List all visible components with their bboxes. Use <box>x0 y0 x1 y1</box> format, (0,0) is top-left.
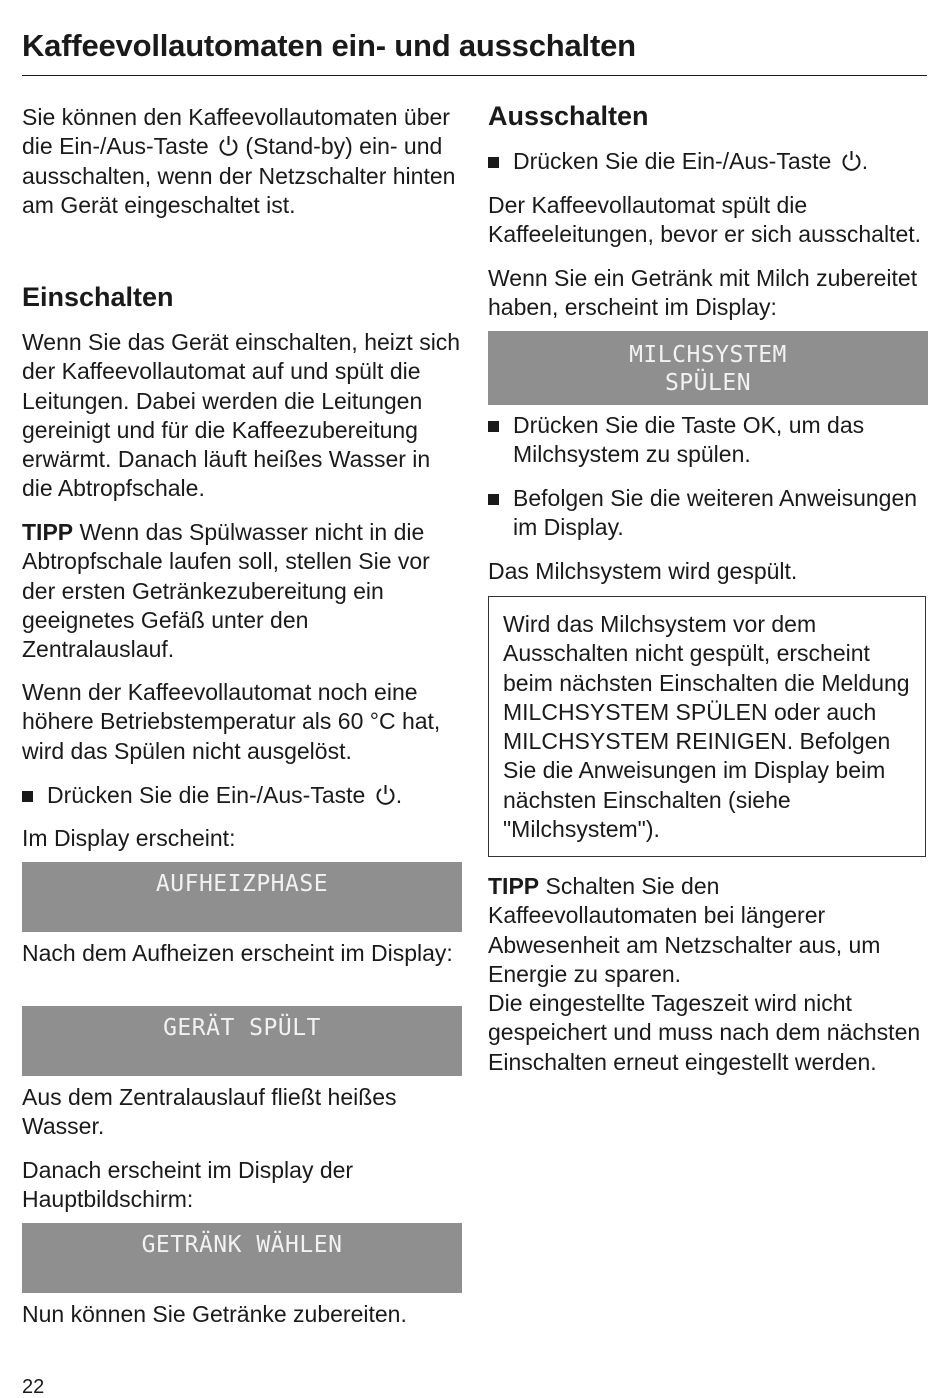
milk-text: Wenn Sie ein Getränk mit Milch zubereitet haben, erscheint im Display: <box>488 265 918 321</box>
rinsed-paragraph <box>488 557 928 586</box>
final-text: Nun können Sie Getränke zubereiten. <box>22 1301 407 1327</box>
temperature-text: Wenn der Kaffeevollautomat noch eine höhere Betriebstemperatur als 60 °C hat, wird das Spülen nicht ausgelöst. <box>22 679 441 764</box>
tipp-paragraph-right <box>488 872 928 1077</box>
display-geraet-spuelt <box>22 1006 462 1076</box>
bullet-press-text: Drücken Sie die Ein-/Aus-Taste <box>513 148 832 174</box>
power-icon <box>841 150 862 172</box>
tipp-text: Schalten Sie den Kaffeevollautomaten bei längerer Abwesenheit am Netzschalter aus, um Energie zu sparen. <box>488 873 881 987</box>
final-paragraph <box>22 1300 462 1329</box>
temperature-paragraph <box>22 678 462 766</box>
bullet-square-icon <box>488 157 499 168</box>
note-text: Wird das Milchsystem vor dem Ausschalten nicht gespült, erscheint beim nächsten Einschalten die Meldung MILCHSYSTEM SPÜLEN oder auch MILCHSYSTEM REINIGEN. Befolgen Sie die Anweisungen im Display beim nächsten Einschalten (siehe "Milchsystem"). <box>503 611 910 843</box>
einschalten-paragraph <box>22 328 462 504</box>
main-screen-text: Danach erscheint im Display der Hauptbildschirm: <box>22 1157 354 1213</box>
intro-paragraph <box>22 103 462 220</box>
display-getraenk-waehlen <box>22 1223 462 1293</box>
rinsed-text: Das Milchsystem wird gespült. <box>488 558 798 584</box>
page-title: Kaffeevollautomaten ein- und ausschalten <box>22 28 636 63</box>
title-divider <box>22 75 927 76</box>
note-box <box>488 596 926 857</box>
bullet-press-power-off <box>488 147 928 176</box>
power-icon <box>218 135 239 157</box>
tipp-label: TIPP <box>22 519 74 545</box>
bullet-press-end: . <box>395 782 403 808</box>
main-screen-paragraph <box>22 1156 462 1215</box>
bullet-square-icon <box>22 791 33 802</box>
display-appears-paragraph <box>22 824 462 853</box>
rinse-paragraph <box>488 191 928 250</box>
rinse-text: Der Kaffeevollautomat spült die Kaffeeleitungen, bevor er sich ausschaltet. <box>488 192 922 248</box>
tipp-text: Wenn das Spülwasser nicht in die Abtropfschale laufen soll, stellen Sie vor der ersten Getränkezubereitung ein geeignetes Gefäß unter den Zentralauslauf. <box>22 519 430 663</box>
power-icon <box>375 784 396 806</box>
tipp-label: TIPP <box>488 873 540 899</box>
ausschalten-heading: Ausschalten <box>488 101 649 131</box>
display-line-2: SPÜLEN <box>664 370 752 396</box>
tipp-paragraph <box>22 518 462 664</box>
display-text: GETRÄNK WÄHLEN <box>141 1232 343 1258</box>
bullet-press-power <box>22 781 462 810</box>
einschalten-heading: Einschalten <box>22 282 174 312</box>
after-heating-paragraph <box>22 939 462 968</box>
display-text: GERÄT SPÜLT <box>163 1015 321 1041</box>
bullet-follow <box>488 484 928 543</box>
bullet-press-text: Drücken Sie die Ein-/Aus-Taste <box>47 782 366 808</box>
einschalten-text: Wenn Sie das Gerät einschalten, heizt sich der Kaffeevollautomat auf und spült die Leitungen. Dabei werden die Leitungen gereinigt und für die Kaffeezubereitung erwärmt. Danach läuft heißes Wasser in die Abtropfschale. <box>22 329 461 502</box>
display-appears-text: Im Display erscheint: <box>22 825 236 851</box>
bullet-ok <box>488 411 928 470</box>
display-line-1: MILCHSYSTEM <box>629 342 787 368</box>
hot-water-text: Aus dem Zentralauslauf fließt heißes Wasser. <box>22 1084 397 1140</box>
after-heating-text: Nach dem Aufheizen erscheint im Display: <box>22 940 453 966</box>
bullet-square-icon <box>488 421 499 432</box>
display-aufheizphase <box>22 862 462 932</box>
bullet-follow-text: Befolgen Sie die weiteren Anweisungen im Display. <box>513 485 918 541</box>
display-text: AUFHEIZPHASE <box>155 871 329 897</box>
intro-text-start: Sie können den Kaffeevollautomaten über die Ein-/Aus-Taste <box>22 104 450 160</box>
bullet-press-end: . <box>861 148 869 174</box>
display-milchsystem-spuelen <box>488 331 928 405</box>
bullet-square-icon <box>488 494 499 505</box>
hot-water-paragraph <box>22 1083 462 1142</box>
bullet-ok-text: Drücken Sie die Taste OK, um das Milchsystem zu spülen. <box>513 412 865 468</box>
intro-text-end: (Stand-by) ein- und ausschalten, wenn der Netzschalter hinten am Gerät eingeschaltet ist. <box>22 133 456 218</box>
time-text: Die eingestellte Tageszeit wird nicht gespeichert und muss nach dem nächsten Einschalten erneut eingestellt werden. <box>488 990 921 1075</box>
page-number: 22 <box>22 1376 45 1398</box>
milk-paragraph <box>488 264 928 323</box>
